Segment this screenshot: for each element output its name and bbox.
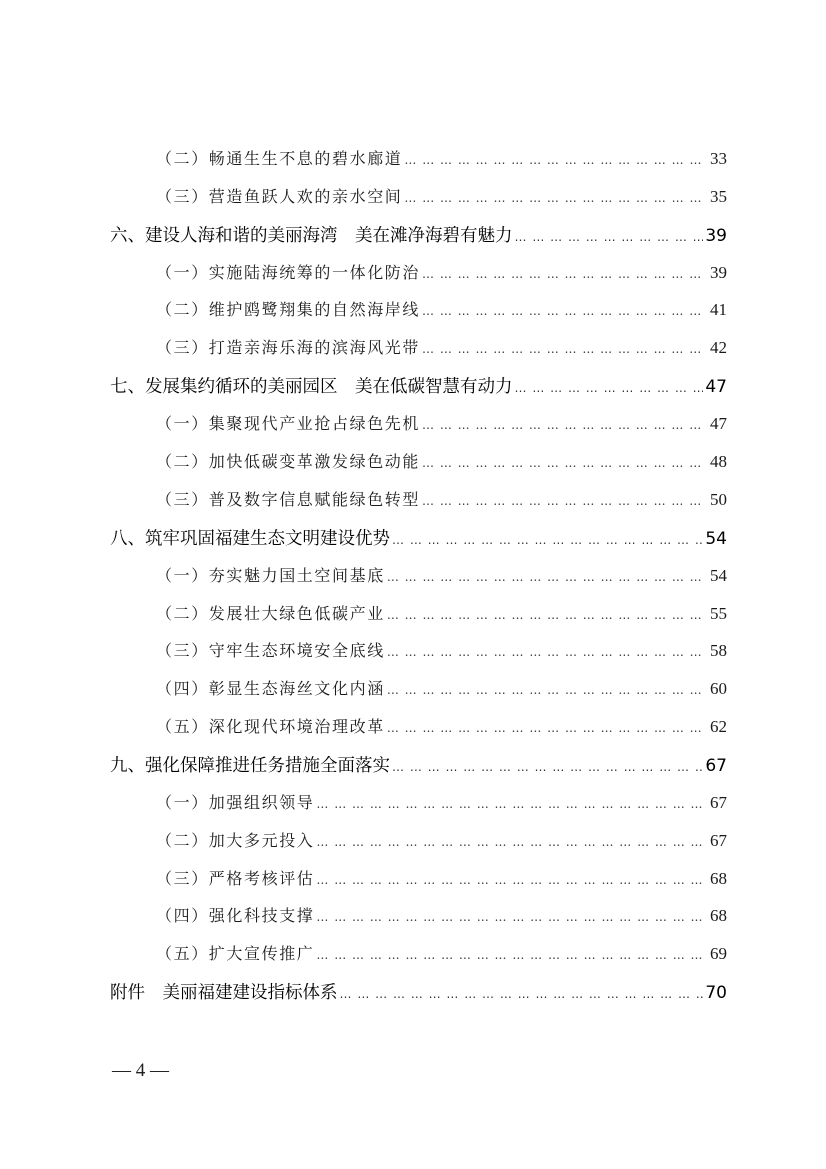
toc-entry-label: 八、筑牢巩固福建生态文明建设优势 (110, 529, 390, 549)
toc-entry-page: 48 (710, 452, 727, 471)
toc-entry-page: 39 (710, 263, 727, 282)
toc-entry-page: 67 (705, 756, 727, 776)
toc-entry[interactable] (156, 790, 727, 820)
toc-entry-page: 33 (710, 149, 727, 168)
toc-entry[interactable] (156, 828, 727, 858)
toc-entry[interactable] (156, 563, 727, 593)
toc-entry[interactable] (156, 866, 727, 896)
toc-entry[interactable] (156, 601, 727, 631)
dot-leader (316, 835, 708, 849)
toc-entry-label: （三）守牢生态环境安全底线 (156, 641, 385, 660)
dot-leader (316, 873, 708, 887)
toc-entry-page: 42 (710, 338, 727, 357)
toc-entry-label: （五）深化现代环境治理改革 (156, 717, 385, 736)
toc-entry[interactable] (156, 714, 727, 744)
toc-section-heading[interactable] (110, 525, 727, 555)
toc-entry[interactable] (156, 487, 727, 517)
toc-entry-page: 35 (710, 187, 727, 206)
toc-entry-page: 47 (705, 377, 727, 397)
toc-entry-label: （三）普及数字信息赋能绿色转型 (156, 490, 421, 509)
toc-entry-label: （二）加快低碳变革激发绿色动能 (156, 452, 421, 471)
toc-section-heading[interactable] (110, 979, 727, 1009)
toc-entry-label: 附件 美丽福建建设指标体系 (110, 983, 338, 1003)
dot-leader (387, 608, 708, 622)
toc-entry-label: （二）加大多元投入 (156, 831, 315, 850)
toc-entry-label: （一）实施陆海统筹的一体化防治 (156, 263, 421, 282)
toc-entry-label: （三）严格考核评估 (156, 869, 315, 888)
toc-entry-label: 九、强化保障推进任务措施全面落实 (110, 756, 390, 776)
toc-entry[interactable] (156, 335, 727, 365)
dot-leader (316, 797, 708, 811)
toc-entry-page: 39 (705, 226, 727, 246)
toc-entry-label: （二）畅通生生不息的碧水廊道 (156, 149, 403, 168)
dot-leader (387, 570, 708, 584)
toc-entry-label: （五）扩大宣传推广 (156, 944, 315, 963)
toc-entry-label: （一）加强组织领导 (156, 793, 315, 812)
toc-section-heading[interactable] (110, 222, 727, 252)
toc-entry-page: 62 (710, 717, 727, 736)
dot-leader (422, 342, 708, 356)
toc-section-heading[interactable] (110, 752, 727, 782)
toc-entry-page: 41 (710, 300, 727, 319)
toc-entry-label: （一）夯实魅力国土空间基底 (156, 566, 385, 585)
dot-leader (404, 191, 708, 205)
dot-leader (316, 948, 708, 962)
toc-entry-label: 六、建设人海和谐的美丽海湾 美在滩净海碧有魅力 (110, 226, 513, 246)
toc-entry-label: （二）发展壮大绿色低碳产业 (156, 604, 385, 623)
toc-entry-page: 69 (710, 944, 727, 963)
dot-leader (422, 494, 708, 508)
dot-leader (392, 533, 703, 547)
toc-entry-page: 54 (710, 566, 727, 585)
toc-entry-page: 68 (710, 869, 727, 888)
toc-entry-label: （三）营造鱼跃人欢的亲水空间 (156, 187, 403, 206)
toc-entry-page: 68 (710, 906, 727, 925)
toc-entry-label: （二）维护鸥鹭翔集的自然海岸线 (156, 300, 421, 319)
toc-entry-label: （一）集聚现代产业抢占绿色先机 (156, 414, 421, 433)
toc-entry[interactable] (156, 941, 727, 971)
dot-leader (387, 645, 708, 659)
toc-entry[interactable] (156, 260, 727, 290)
toc-entry-page: 70 (705, 983, 727, 1003)
toc-entry-page: 54 (705, 529, 727, 549)
dot-leader (422, 267, 708, 281)
dot-leader (340, 987, 704, 1001)
dot-leader (422, 456, 708, 470)
toc-entry-page: 47 (710, 414, 727, 433)
toc-entry-label: 七、发展集约循环的美丽园区 美在低碳智慧有动力 (110, 377, 513, 397)
dot-leader (422, 304, 708, 318)
toc-entry[interactable] (156, 638, 727, 668)
dot-leader (422, 418, 708, 432)
dot-leader (404, 153, 708, 167)
toc-entry-page: 60 (710, 679, 727, 698)
toc-entry[interactable] (156, 449, 727, 479)
dot-leader (316, 910, 708, 924)
toc-entry[interactable] (156, 903, 727, 933)
toc-entry[interactable] (156, 676, 727, 706)
toc-entry[interactable] (156, 297, 727, 327)
toc-entry[interactable] (156, 184, 727, 214)
dot-leader (515, 230, 704, 244)
dot-leader (392, 760, 703, 774)
toc-section-heading[interactable] (110, 373, 727, 403)
dot-leader (387, 683, 708, 697)
toc-entry-label: （三）打造亲海乐海的滨海风光带 (156, 338, 421, 357)
toc-entry-page: 50 (710, 490, 727, 509)
toc-entry-page: 58 (710, 641, 727, 660)
toc-entry[interactable] (156, 411, 727, 441)
toc-entry[interactable] (156, 146, 727, 176)
toc-entry-page: 55 (710, 604, 727, 623)
toc-entry-page: 67 (710, 831, 727, 850)
dot-leader (515, 381, 704, 395)
page-number: — 4 — (112, 1060, 169, 1081)
toc-entry-page: 67 (710, 793, 727, 812)
toc-entry-label: （四）彰显生态海丝文化内涵 (156, 679, 385, 698)
dot-leader (387, 721, 708, 735)
toc-entry-label: （四）强化科技支撑 (156, 906, 315, 925)
